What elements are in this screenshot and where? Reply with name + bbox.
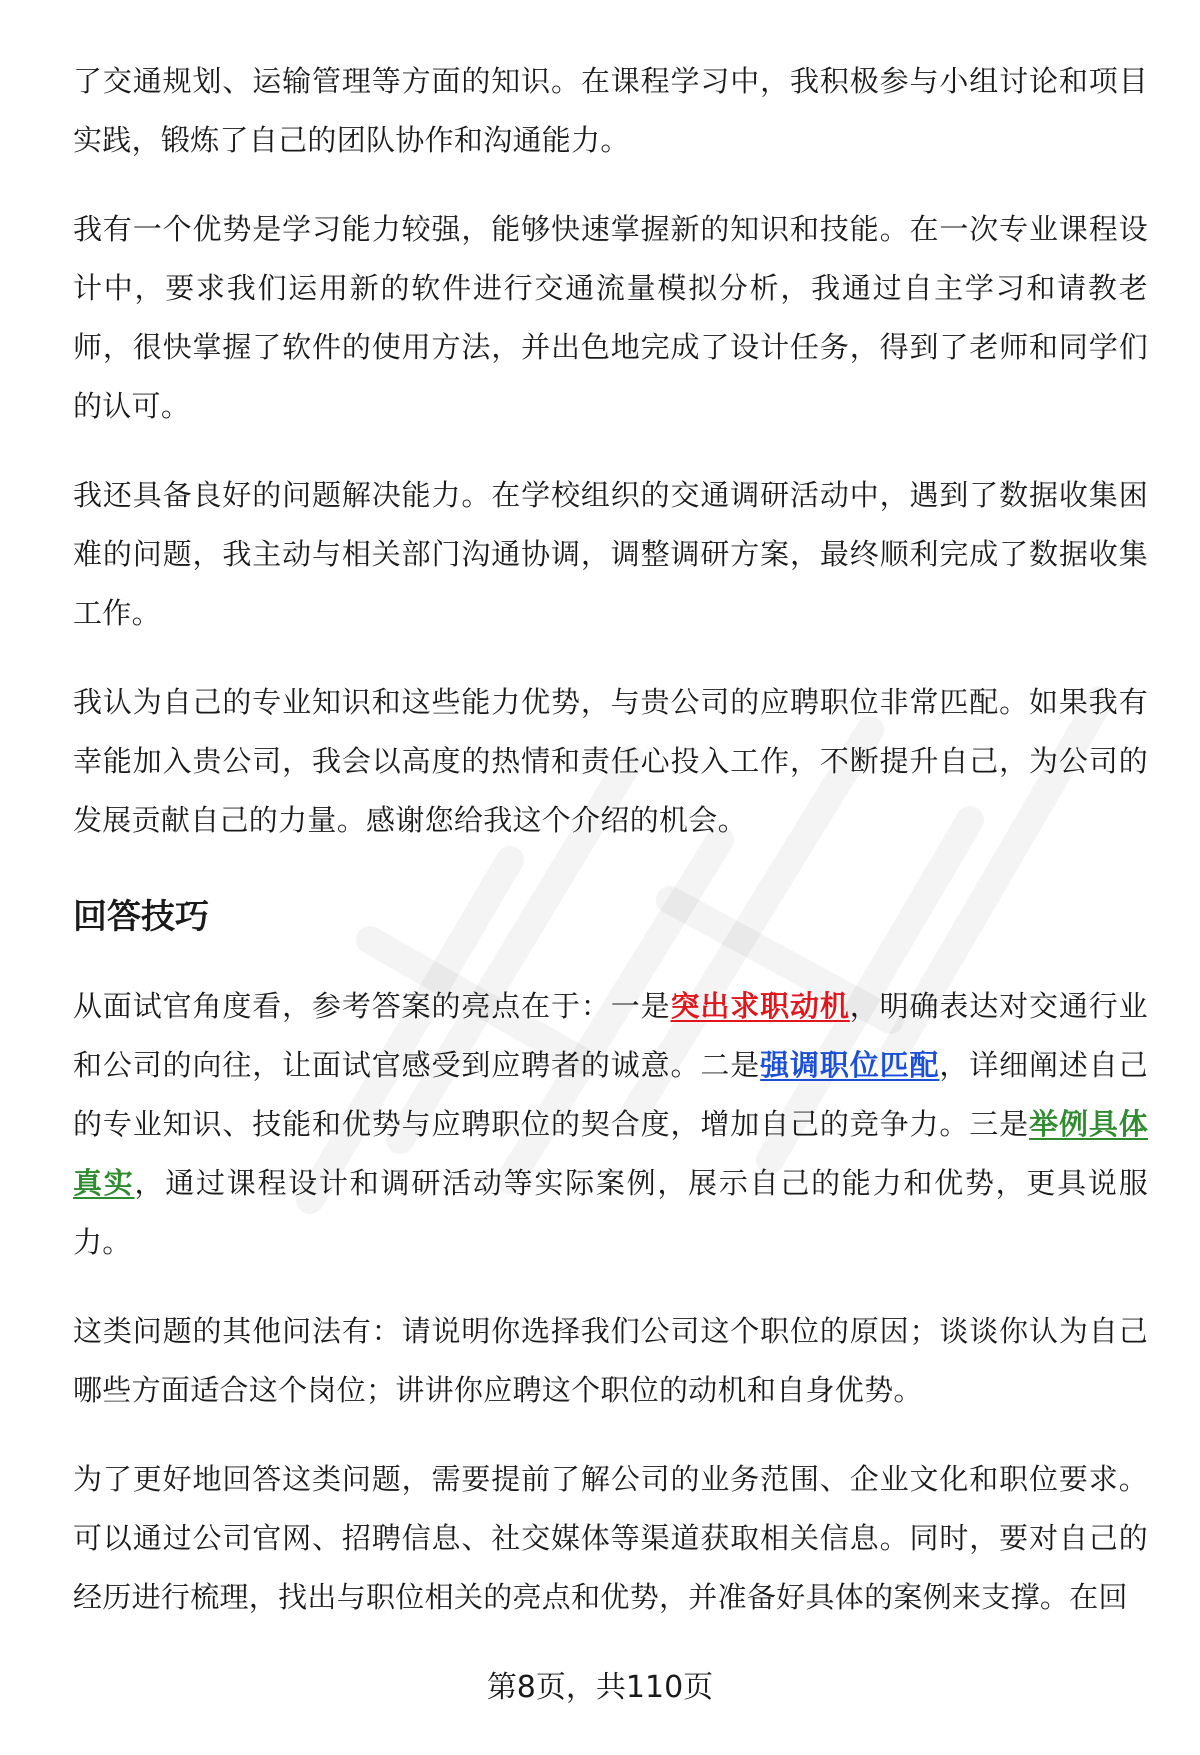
paragraph-conclusion: 我认为自己的专业知识和这些能力优势，与贵公司的应聘职位非常匹配。如果我有幸能加入贵公司，我会以高度的热情和责任心投入工作，不断提升自己，为公司的发展贡献自己的力量。感谢您给我这个介绍的机会。 bbox=[73, 685, 1148, 837]
highlight-motivation: 突出求职动机 bbox=[670, 989, 850, 1023]
paragraph-tips bbox=[73, 977, 1148, 1272]
tips-text-2: ，明确表达对交通行业和公司的向往，让面试官感受到应聘者的诚意。二是 bbox=[73, 989, 1148, 1082]
paragraph-problem-solving: 我还具备良好的问题解决能力。在学校组织的交通调研活动中，遇到了数据收集困难的问题，我主动与相关部门沟通协调，调整调研方案，最终顺利完成了数据收集工作。 bbox=[73, 478, 1148, 630]
paragraph-learning-ability: 我有一个优势是学习能力较强，能够快速掌握新的知识和技能。在一次专业课程设计中，要求我们运用新的软件进行交通流量模拟分析，我通过自主学习和请教老师，很快掌握了软件的使用方法，并出色地完成了设计任务，得到了老师和同学们的认可。 bbox=[73, 212, 1148, 423]
tips-text-4: ，通过课程设计和调研活动等实际案例，展示自己的能力和优势，更具说服力。 bbox=[73, 1166, 1148, 1259]
highlight-examples: 举例具体真实 bbox=[73, 1107, 1148, 1200]
section-heading: 回答技巧 bbox=[73, 897, 209, 937]
tips-text-3: ，详细阐述自己的专业知识、技能和优势与应聘职位的契合度，增加自己的竞争力。三是 bbox=[73, 1048, 1148, 1141]
paragraph-preparation: 为了更好地回答这类问题，需要提前了解公司的业务范围、企业文化和职位要求。可以通过公司官网、招聘信息、社交媒体等渠道获取相关信息。同时，要对自己的经历进行梳理，找出与职位相关的亮点和优势，并准备好具体的案例来支撑。在回 bbox=[73, 1462, 1148, 1614]
highlight-job-match: 强调职位匹配 bbox=[760, 1048, 940, 1082]
page-number-footer: 第8页，共110页 bbox=[486, 1670, 714, 1705]
paragraph-education: 了交通规划、运输管理等方面的知识。在课程学习中，我积极参与小组讨论和项目实践，锻炼了自己的团队协作和沟通能力。 bbox=[73, 64, 1148, 157]
paragraph-alternative-questions: 这类问题的其他问法有：请说明你选择我们公司这个职位的原因；谈谈你认为自己哪些方面适合这个岗位；讲讲你应聘这个职位的动机和自身优势。 bbox=[73, 1314, 1148, 1407]
tips-text-1: 从面试官角度看，参考答案的亮点在于：一是 bbox=[73, 989, 671, 1023]
document-page bbox=[73, 52, 1148, 1657]
